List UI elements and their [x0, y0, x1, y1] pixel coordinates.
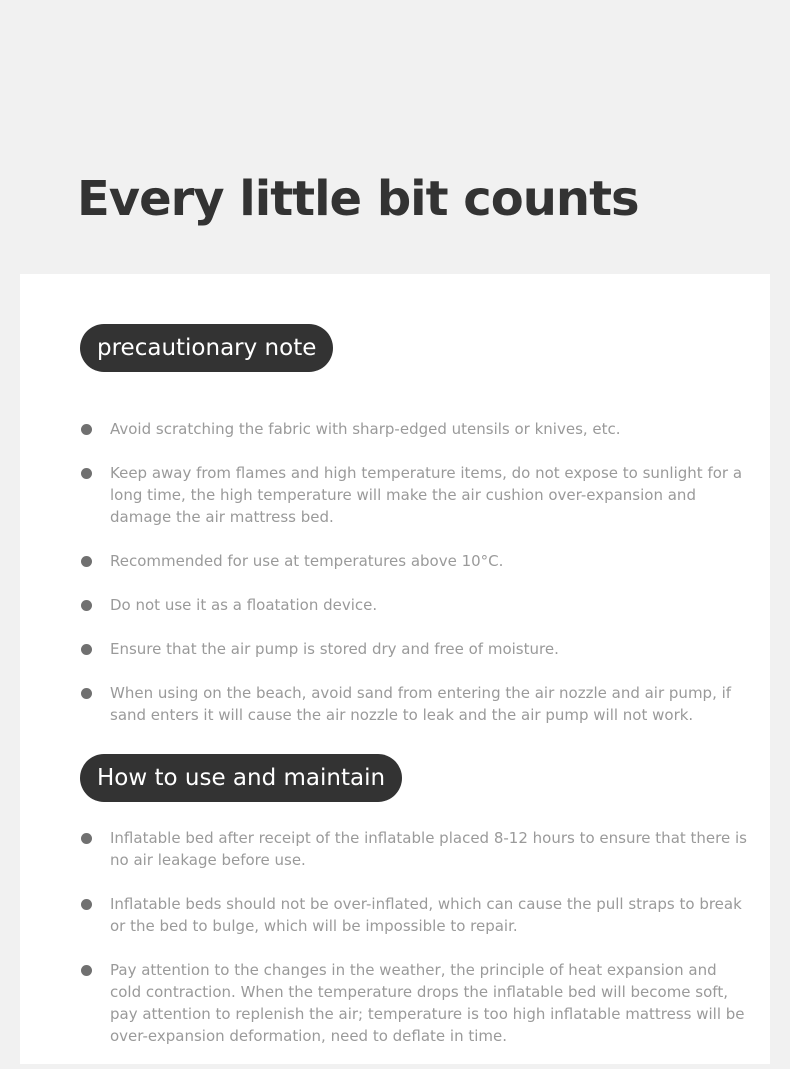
section-heading-maintenance: How to use and maintain [80, 754, 402, 802]
precaution-section [80, 324, 750, 724]
bullet-icon [81, 468, 92, 479]
maintenance-section [80, 754, 750, 1045]
list-item [80, 638, 750, 660]
list-item [80, 682, 750, 726]
list-item [80, 827, 750, 871]
list-item-text: Keep away from flames and high temperature items, do not expose to sunlight for a long time, the high temperature will make the air cushion over-expansion and damage the air mattress bed. [110, 464, 743, 526]
list-item-text: Inflatable bed after receipt of the inflatable placed 8-12 hours to ensure that there is no air leakage before use. [110, 829, 747, 869]
bullet-icon [81, 833, 92, 844]
list-item [80, 893, 750, 937]
bullet-icon [81, 965, 92, 976]
list-item-text: Do not use it as a floatation device. [110, 596, 378, 614]
list-item [80, 959, 750, 1047]
list-item-text: Recommended for use at temperatures above 10°C. [110, 552, 504, 570]
list-item [80, 418, 750, 440]
list-item [80, 594, 750, 616]
list-item-text: When using on the beach, avoid sand from entering the air nozzle and air pump, if sand enters it will cause the air nozzle to leak and the air pump will not work. [110, 684, 732, 724]
content-card [20, 274, 770, 1064]
list-item-text: Pay attention to the changes in the weather, the principle of heat expansion and cold contraction. When the temperature drops the inflatable bed will become soft, pay attention to replenish the air; temperature is too high inflatable mattress will be over-expansion deformation, need to deflate in time. [110, 961, 745, 1045]
maintenance-list [80, 827, 750, 1069]
section-heading-precaution: precautionary note [80, 324, 333, 372]
list-item-text: Ensure that the air pump is stored dry and free of moisture. [110, 640, 559, 658]
bullet-icon [81, 644, 92, 655]
precaution-list [80, 418, 750, 748]
bullet-icon [81, 688, 92, 699]
bullet-icon [81, 899, 92, 910]
list-item [80, 462, 750, 528]
bullet-icon [81, 556, 92, 567]
list-item-text: Avoid scratching the fabric with sharp-edged utensils or knives, etc. [110, 420, 621, 438]
page-title: Every little bit counts [77, 171, 639, 227]
list-item [80, 550, 750, 572]
bullet-icon [81, 424, 92, 435]
list-item-text: Inflatable beds should not be over-inflated, which can cause the pull straps to break or the bed to bulge, which will be impossible to repair. [110, 895, 742, 935]
bullet-icon [81, 600, 92, 611]
